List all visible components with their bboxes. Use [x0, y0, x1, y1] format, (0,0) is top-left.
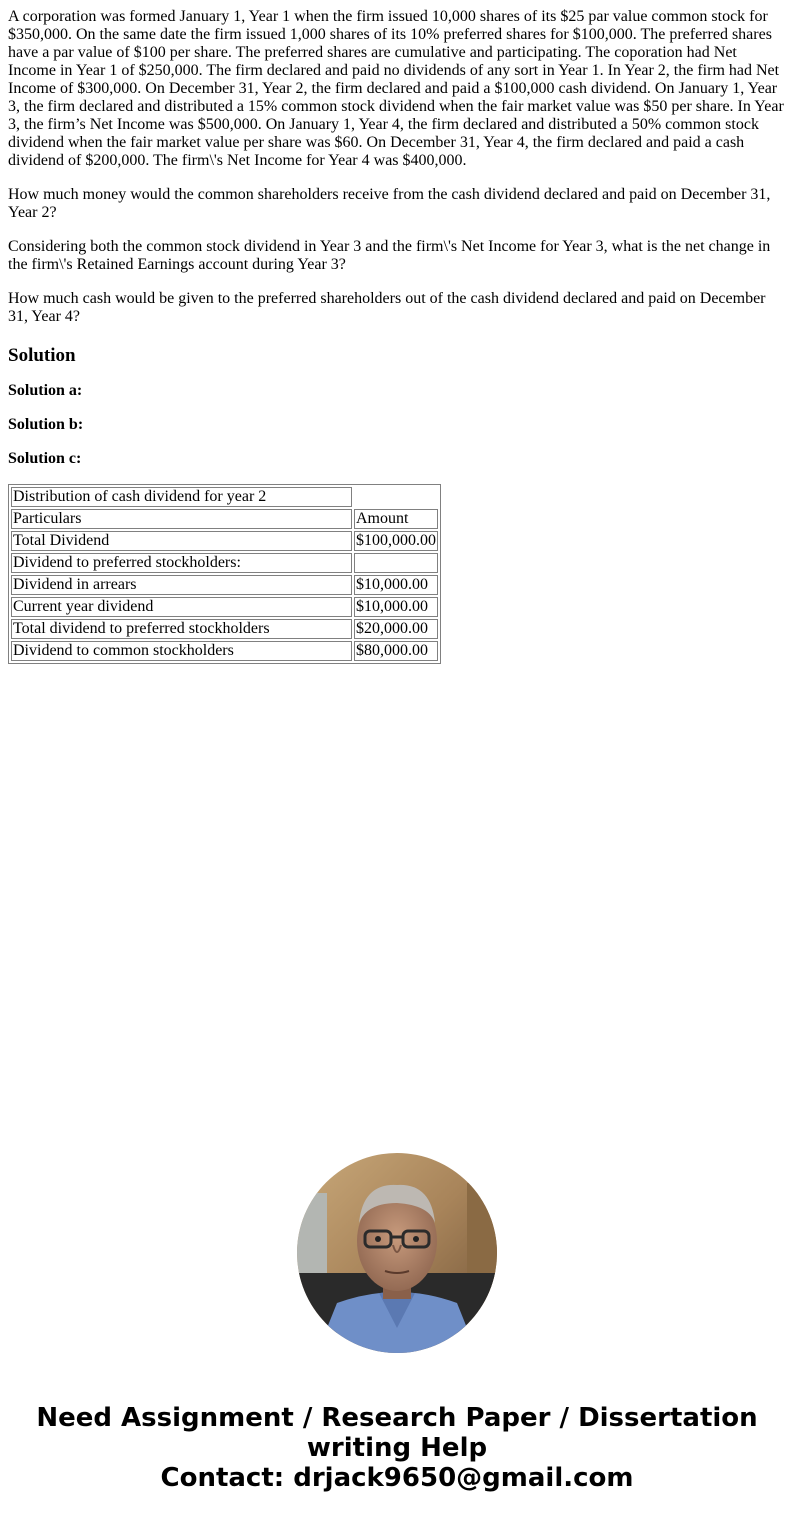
table-caption-row	[11, 487, 438, 507]
question-intro: A corporation was formed January 1, Year 1 when the firm issued 10,000 shares of its $25 par value common stock for $350,000. On the same date the firm issued 1,000 shares of its 10% preferred shares for $100,000. The preferred shares have a par value of $100 per share. The preferred shares are cumulative and participating. The coporation had Net Income in Year 1 of $250,000. The firm declared and paid no dividends of any sort in Year 1. In Year 2, the firm had Net Income of $300,000. On December 31, Year 2, the firm declared and paid a $100,000 cash dividend. On January 1, Year 3, the firm declared and distributed a 15% common stock dividend when the fair market value was $50 per share. In Year 3, the firm’s Net Income was $500,000. On January 1, Year 4, the firm declared and distributed a 50% common stock dividend when the fair market value per share was $60. On December 31, Year 4, the firm declared and paid a cash dividend of $200,000. The firm\'s Net Income for Year 4 was $400,000.	[8, 8, 784, 169]
table-caption: Distribution of cash dividend for year 2	[11, 487, 352, 507]
header-particulars: Particulars	[11, 509, 352, 529]
row-label: Dividend to common stockholders	[11, 641, 352, 661]
table-row	[11, 575, 438, 595]
question-a: How much money would the common shareholders receive from the cash dividend declared and paid on December 31, Year 2?	[8, 186, 771, 221]
table-row	[11, 531, 438, 551]
dividend-distribution-table	[8, 484, 441, 664]
footer-contact-email: Contact: drjack9650@gmail.com	[160, 1463, 634, 1493]
solution-heading: Solution	[8, 345, 76, 366]
header-amount: Amount	[354, 509, 438, 529]
row-amount: $100,000.00	[356, 532, 436, 549]
row-label: Total dividend to preferred stockholders	[11, 619, 352, 639]
row-amount: $80,000.00	[354, 641, 438, 661]
table-row	[11, 553, 438, 573]
table-header-row	[11, 509, 438, 529]
row-amount	[354, 553, 438, 573]
row-label: Current year dividend	[11, 597, 352, 617]
author-portrait-image	[297, 1153, 497, 1353]
table-caption-spacer	[354, 487, 438, 507]
row-amount: $10,000.00	[354, 597, 438, 617]
row-label: Dividend to preferred stockholders:	[11, 553, 352, 573]
row-label: Dividend in arrears	[11, 575, 352, 595]
contact-footer	[0, 1403, 794, 1493]
table-row	[11, 641, 438, 661]
footer-line-1: Need Assignment / Research Paper / Dissertation	[36, 1403, 758, 1433]
solution-c-heading: Solution c:	[8, 450, 82, 467]
question-b: Considering both the common stock dividend in Year 3 and the firm\'s Net Income for Year 3, what is the net change in the firm\'s Retained Earnings account during Year 3?	[8, 238, 771, 273]
row-amount: $20,000.00	[354, 619, 438, 639]
table-row	[11, 619, 438, 639]
table-row	[11, 597, 438, 617]
document-content	[8, 8, 786, 664]
author-avatar	[297, 1153, 497, 1353]
question-c: How much cash would be given to the preferred shareholders out of the cash dividend declared and paid on December 31, Year 4?	[8, 290, 766, 325]
solution-b-heading: Solution b:	[8, 416, 84, 433]
footer-line-2: writing Help	[306, 1433, 488, 1463]
solution-a-heading: Solution a:	[8, 382, 83, 399]
row-label: Total Dividend	[11, 531, 352, 551]
row-amount: $10,000.00	[354, 575, 438, 595]
